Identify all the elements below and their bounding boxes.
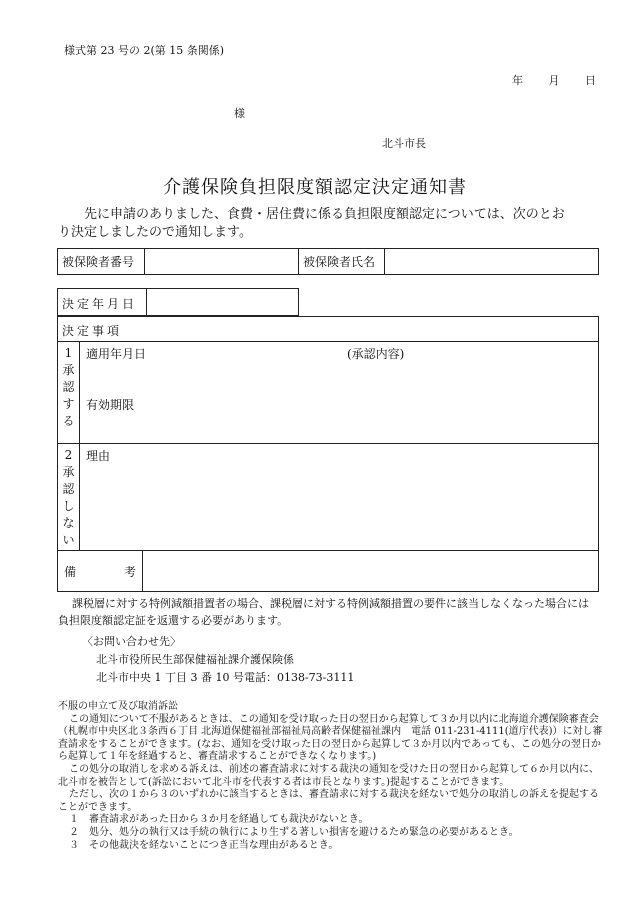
appeal-paragraph-2: この処分の取消しを求める訴えは、前述の審査請求に対する裁決の通知を受けた日の翌日から起算して６か月以内に、北斗市を被告として(訴訟において北斗市を代表する者は市長となります。)提起することができます。 — [58, 763, 599, 788]
decision-date-row — [57, 288, 299, 316]
reject-side-char: 2 — [64, 448, 73, 462]
insured-name-field[interactable] — [385, 249, 599, 275]
intro-line-1: 先に申請のありました、食費・居住費に係る負担限度額認定については、次のとお — [84, 207, 565, 222]
intro-paragraph — [58, 206, 603, 242]
reject-side-char: 承 — [62, 465, 75, 479]
reject-side-char: な — [62, 516, 75, 530]
decision-items-label: 決定事項 — [58, 317, 598, 342]
insured-name-label: 被保険者氏名 — [299, 249, 385, 275]
remarks-section — [58, 551, 598, 591]
appeal-paragraph-1: この通知について不服があるときは、この通知を受け取った日の翌日から起算して３か月以内に北海道介護保険審査会（札幌市中央区北３条西６丁目 北海道保健福祉部福祉局高齢者保健福祉課内 電話 011-231-4111(道庁代表)）に対し審査請求をすることができます。(なお、通知を受け取った日の翌日から起算して３か月以内であっても、この処分の翌日から起算して１年を経過すると、審査請求することができなくなります。) — [58, 713, 603, 763]
remarks-label-char-2: 考 — [123, 565, 136, 579]
addressee-suffix: 様 — [234, 107, 245, 120]
remarks-label-char-1: 備 — [64, 565, 77, 579]
appeal-instructions — [58, 701, 606, 852]
reject-reason-label: 理由 — [86, 449, 111, 463]
apply-date-label: 適用年月日 — [86, 347, 147, 361]
note-line-1: 課税層に対する特例減額措置者の場合、課税層に対する特例減額措置の要件に該当しなくなった場合には — [72, 597, 589, 610]
approve-side-char: 承 — [62, 363, 75, 377]
insured-info-table — [57, 248, 599, 275]
remarks-label — [58, 551, 143, 591]
approval-content-label: (承認内容) — [347, 347, 405, 361]
decision-date-field[interactable] — [147, 289, 298, 315]
contact-heading: 〈お問い合わせ先〉 — [82, 635, 181, 648]
appeal-condition-1: １ 審査請求があった日から３か月を経過しても裁決がないとき。 — [69, 814, 369, 826]
intro-line-2: り決定しましたので通知します。 — [58, 225, 252, 240]
document-title: 介護保険負担限度額認定決定通知書 — [163, 177, 467, 198]
note-line-2: 負担限度額認定証を返還する必要があります。 — [58, 614, 289, 627]
insured-number-label: 被保険者番号 — [58, 249, 145, 275]
reject-section — [58, 444, 598, 551]
contact-office: 北斗市役所民生部保健福祉課介護保険係 — [96, 653, 294, 666]
approve-side-label — [58, 342, 80, 443]
reject-side-char: し — [62, 499, 75, 513]
decision-date-label: 決定年月日 — [58, 289, 147, 315]
issue-date-line: 年 月 日 — [512, 74, 596, 87]
valid-period-label: 有効期限 — [86, 398, 135, 412]
appeal-condition-2: ２ 処分、処分の執行又は手続の執行により生ずる著しい損害を避けるため緊急の必要があるとき。 — [69, 826, 519, 838]
approve-section — [58, 342, 598, 444]
reject-side-char: い — [62, 533, 75, 547]
approve-side-char: 認 — [62, 380, 75, 394]
appeal-condition-3: ３ その他裁決を経ないことにつき正当な理由があるとき。 — [69, 839, 339, 851]
decision-items-table — [57, 316, 599, 592]
insured-number-field[interactable] — [145, 249, 299, 275]
reject-side-char: 認 — [62, 482, 75, 496]
approve-side-char: る — [62, 414, 75, 428]
appeal-paragraph-3: ただし、次の１から３のいずれかに該当するときは、審査請求に対する裁決を経ないで処分の取消しの訴えを提起することができます。 — [58, 789, 599, 813]
approve-side-char: 1 — [64, 346, 73, 360]
return-certificate-note — [58, 595, 608, 629]
reject-side-label — [58, 444, 80, 550]
appeal-heading: 不服の申立て及び取消訴訟 — [58, 701, 178, 712]
issuer-name: 北斗市長 — [382, 137, 426, 150]
form-number: 様式第 23 号の 2(第 15 条関係) — [64, 44, 225, 57]
contact-address-phone: 北斗市中央 1 丁目 3 番 10 号電話：0138-73-3111 — [96, 671, 355, 684]
approve-side-char: す — [62, 397, 75, 411]
